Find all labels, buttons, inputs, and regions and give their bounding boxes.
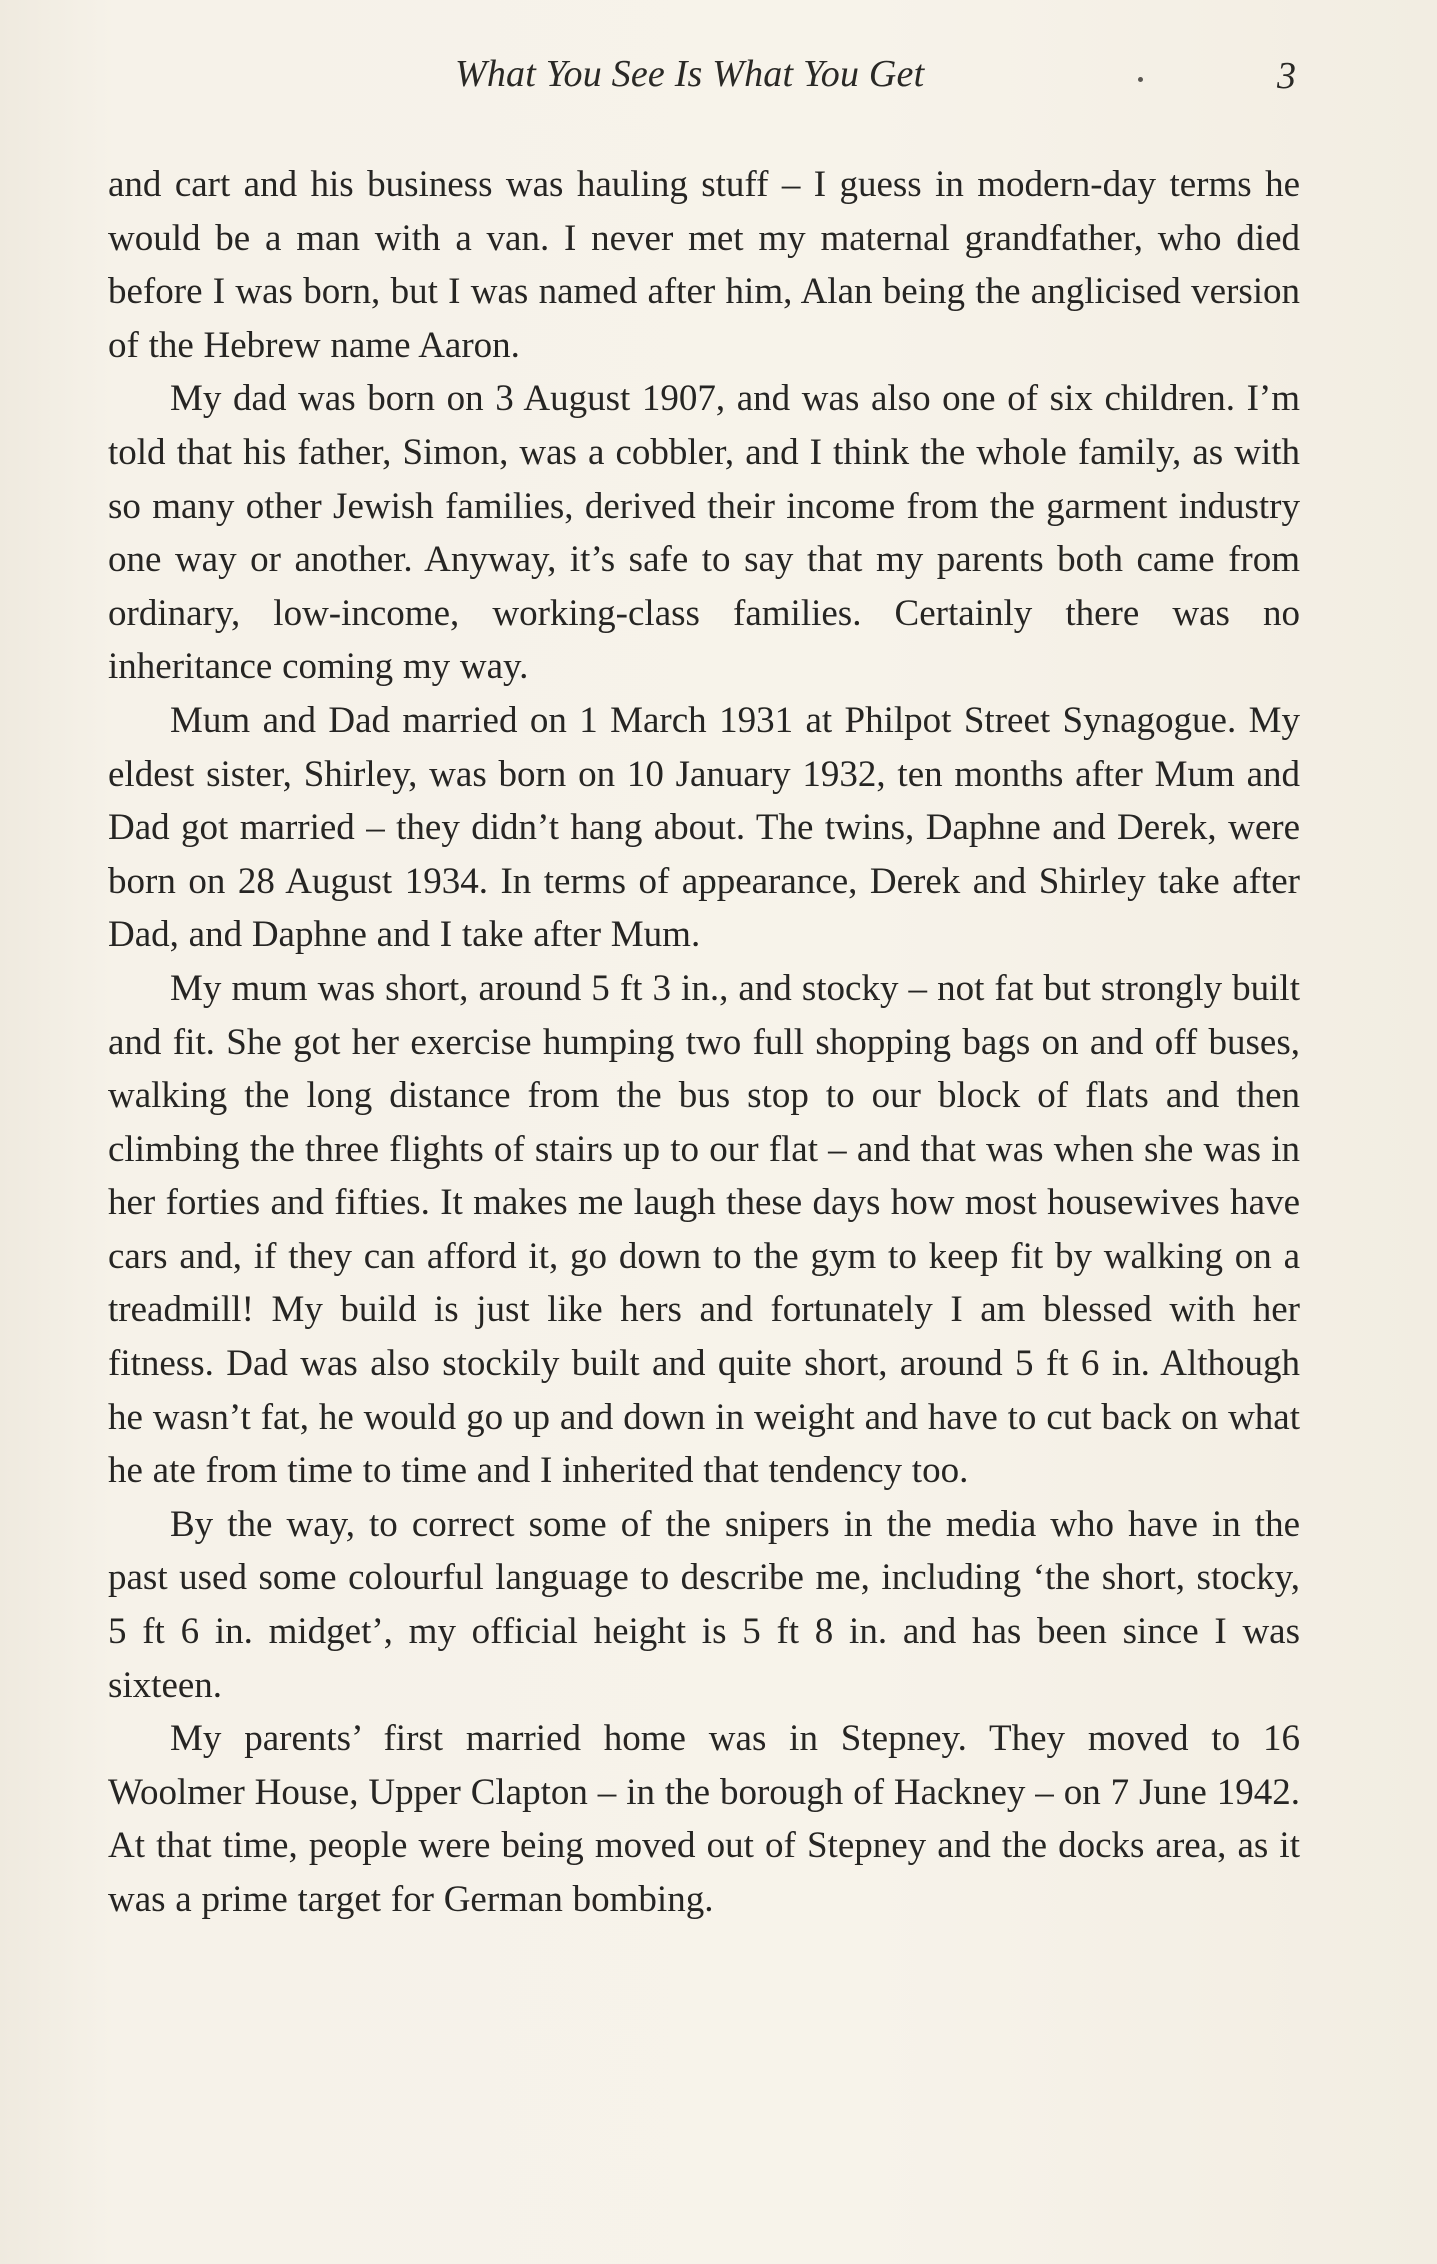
paragraph: My parents’ first married home was in Stepney. They moved to 16 Woolmer House, Upper Clapton – in the borough of Hackney – on 7 June 1942. At that time, people were being moved out of Stepney and the docks area, as it was a prime target for German bombing.: [108, 1718, 1300, 1920]
paragraph: By the way, to correct some of the snipers in the media who have in the past used some colourful language to describe me, including ‘the short, stocky, 5 ft 6 in. midget’, my official height is 5 ft 8 in. and has been since I was sixteen.: [108, 1503, 1300, 1706]
paragraph: Mum and Dad married on 1 March 1931 at Philpot Street Synagogue. My eldest sister, Shirley, was born on 10 January 1932, ten months after Mum and Dad got married – they didn’t hang about. The twins, Daphne and Derek, were born on 28 August 1934. In terms of appearance, Derek and Shirley take after Dad, and Daphne and I take after Mum.: [108, 699, 1300, 956]
paragraph-continued: and cart and his business was hauling stuff – I guess in modern-day terms he would be a man with a van. I never met my maternal grandfather, who died before I was born, but I was named after him, Alan being the anglicised version of the Hebrew name Aaron.: [108, 164, 1300, 366]
paragraph: My dad was born on 3 August 1907, and was also one of six children. I’m told that his father, Simon, was a cobbler, and I think the whole family, as with so many other Jewish families, derived their income from the garment industry one way or another. Anyway, it’s safe to say that my parents both came from ordinary, low-income, working-class families. Certainly there was no inheritance coming my way.: [108, 378, 1300, 688]
body-text: [108, 158, 1300, 1927]
paragraph: My mum was short, around 5 ft 3 in., and stocky – not fat but strongly built and fit. She got her exercise humping two full shopping bags on and off buses, walking the long distance from the bus stop to our block of flats and then climbing the three flights of stairs up to our flat – and that was when she was in her forties and fifties. It makes me laugh these days how most housewives have cars and, if they can afford it, go down to the gym to keep fit by walking on a treadmill! My build is just like hers and fortunately I am blessed with her fitness. Dad was also stockily built and quite short, around 5 ft 6 in. Although he wasn’t fat, he would go up and down in weight and have to cut back on what he ate from time to time and I inherited that tendency too.: [108, 967, 1300, 1492]
page-number: 3: [1277, 55, 1296, 97]
page-header: [0, 52, 1437, 102]
running-title: What You See Is What You Get: [455, 53, 925, 95]
header-dot: [1138, 77, 1143, 82]
